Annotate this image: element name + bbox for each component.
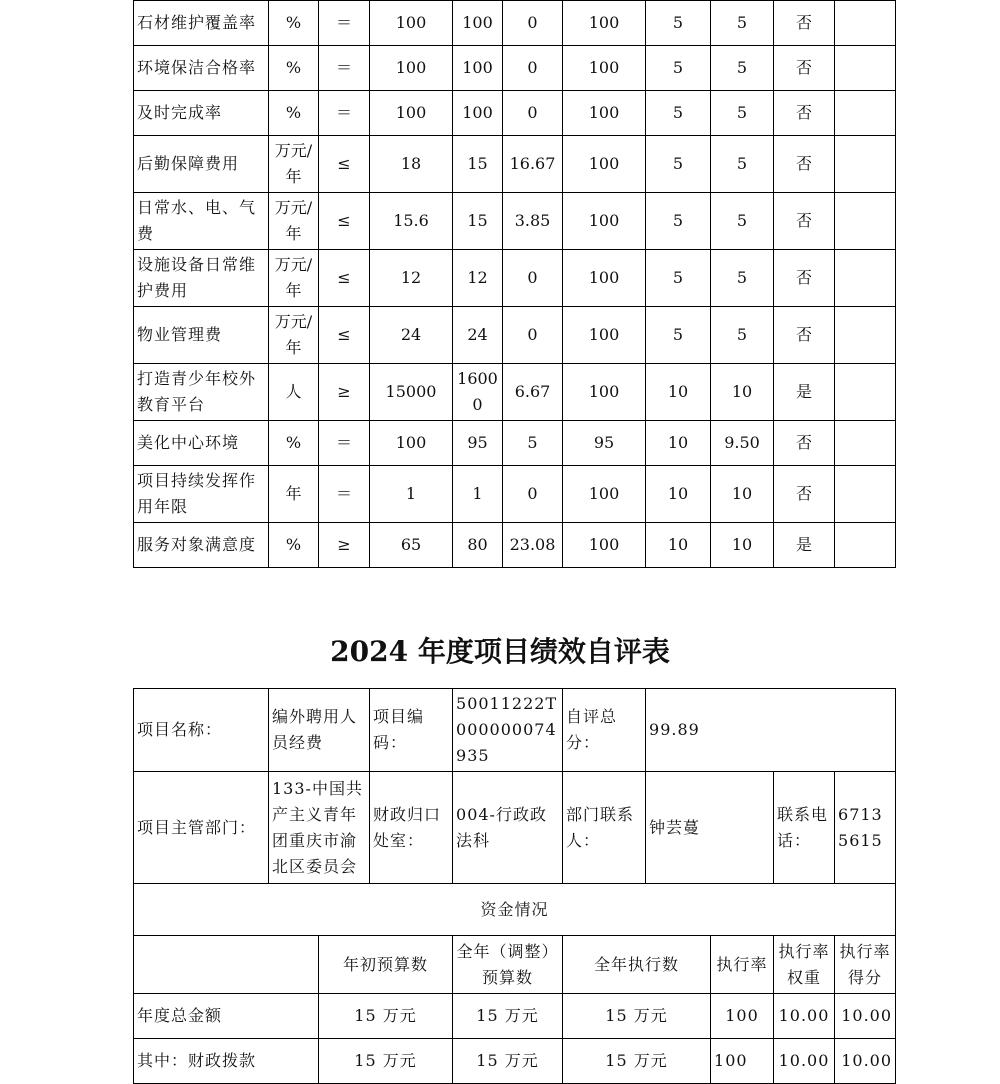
- indicator-target: 18: [370, 136, 453, 193]
- indicator-actual: 80: [453, 523, 503, 568]
- indicator-name: 及时完成率: [134, 91, 269, 136]
- indicator-target: 15.6: [370, 193, 453, 250]
- indicator-row: [134, 466, 896, 523]
- funds-score: 10.00: [835, 994, 896, 1039]
- indicator-row: [134, 307, 896, 364]
- indicator-weight: 5: [646, 46, 711, 91]
- indicator-op: ≤: [319, 136, 370, 193]
- header-executed: 全年执行数: [563, 936, 711, 994]
- indicator-op: ＝: [319, 421, 370, 466]
- header-weight: 执行率权重: [774, 936, 835, 994]
- funds-row-total: [134, 994, 896, 1039]
- indicator-row: [134, 523, 896, 568]
- indicator-unit: %: [269, 1, 319, 46]
- indicator-score: 5: [711, 46, 774, 91]
- funds-weight: 10.00: [774, 994, 835, 1039]
- indicator-actual: 100: [453, 91, 503, 136]
- indicator-flag: 否: [774, 466, 835, 523]
- indicator-score: 5: [711, 307, 774, 364]
- indicator-unit: 万元/年: [269, 307, 319, 364]
- indicator-flag: 否: [774, 1, 835, 46]
- indicator-rate: 100: [563, 46, 646, 91]
- indicator-unit: %: [269, 91, 319, 136]
- indicator-op: ≤: [319, 193, 370, 250]
- project-info-table: [133, 688, 896, 1084]
- funds-adjusted: 15 万元: [453, 1039, 563, 1084]
- header-adjusted: 全年（调整）预算数: [453, 936, 563, 994]
- indicator-actual: 16000: [453, 364, 503, 421]
- indicator-op: ≥: [319, 523, 370, 568]
- indicator-weight: 5: [646, 1, 711, 46]
- funds-rate: 100: [711, 994, 774, 1039]
- indicator-table: [133, 0, 896, 568]
- indicator-row: [134, 364, 896, 421]
- indicator-row: [134, 193, 896, 250]
- indicator-op: ≤: [319, 307, 370, 364]
- indicator-rate: 100: [563, 523, 646, 568]
- indicator-target: 1: [370, 466, 453, 523]
- indicator-row: [134, 46, 896, 91]
- indicator-target: 24: [370, 307, 453, 364]
- indicator-deviation: 0: [503, 466, 563, 523]
- indicator-weight: 5: [646, 136, 711, 193]
- indicator-score: 5: [711, 250, 774, 307]
- funds-score: 10.00: [835, 1039, 896, 1084]
- header-rate: 执行率: [711, 936, 774, 994]
- indicator-score: 9.50: [711, 421, 774, 466]
- indicator-actual: 95: [453, 421, 503, 466]
- indicator-weight: 10: [646, 364, 711, 421]
- funds-header-blank: [134, 936, 319, 994]
- indicator-actual: 24: [453, 307, 503, 364]
- indicator-name: 设施设备日常维护费用: [134, 250, 269, 307]
- funds-section-row: [134, 884, 896, 936]
- indicator-actual: 12: [453, 250, 503, 307]
- indicator-weight: 10: [646, 466, 711, 523]
- finance-value: 004-行政政法科: [453, 772, 563, 884]
- score-value: 99.89: [646, 689, 896, 772]
- indicator-actual: 1: [453, 466, 503, 523]
- header-initial: 年初预算数: [319, 936, 453, 994]
- finance-label: 财政归口处室：: [370, 772, 453, 884]
- funds-rate: 100: [711, 1039, 774, 1084]
- indicator-weight: 5: [646, 250, 711, 307]
- indicator-target: 100: [370, 91, 453, 136]
- indicator-name: 石材维护覆盖率: [134, 1, 269, 46]
- phone-value: 67135615: [835, 772, 896, 884]
- funds-initial: 15 万元: [319, 1039, 453, 1084]
- indicator-note: [835, 136, 896, 193]
- indicator-flag: 否: [774, 91, 835, 136]
- funds-row-fiscal: [134, 1039, 896, 1084]
- indicator-rate: 95: [563, 421, 646, 466]
- indicator-rate: 100: [563, 364, 646, 421]
- indicator-flag: 是: [774, 523, 835, 568]
- indicator-name: 物业管理费: [134, 307, 269, 364]
- indicator-name: 美化中心环境: [134, 421, 269, 466]
- funds-weight: 10.00: [774, 1039, 835, 1084]
- indicator-rate: 100: [563, 250, 646, 307]
- indicator-score: 10: [711, 466, 774, 523]
- indicator-name: 打造青少年校外教育平台: [134, 364, 269, 421]
- indicator-op: ＝: [319, 466, 370, 523]
- indicator-unit: 万元/年: [269, 193, 319, 250]
- funds-row-label: 其中：财政拨款: [134, 1039, 319, 1084]
- indicator-op: ＝: [319, 46, 370, 91]
- indicator-row: [134, 421, 896, 466]
- indicator-op: ＝: [319, 1, 370, 46]
- indicator-name: 项目持续发挥作用年限: [134, 466, 269, 523]
- project-code-value: 50011222T000000074935: [453, 689, 563, 772]
- indicator-flag: 否: [774, 46, 835, 91]
- indicator-note: [835, 46, 896, 91]
- indicator-actual: 15: [453, 193, 503, 250]
- indicator-flag: 是: [774, 364, 835, 421]
- header-score: 执行率得分: [835, 936, 896, 994]
- funds-section-title: 资金情况: [134, 884, 896, 936]
- indicator-weight: 5: [646, 193, 711, 250]
- indicator-weight: 5: [646, 91, 711, 136]
- indicator-unit: %: [269, 46, 319, 91]
- project-name-label: 项目名称：: [134, 689, 269, 772]
- funds-adjusted: 15 万元: [453, 994, 563, 1039]
- indicator-row: [134, 1, 896, 46]
- indicator-rate: 100: [563, 307, 646, 364]
- indicator-flag: 否: [774, 193, 835, 250]
- indicator-rate: 100: [563, 136, 646, 193]
- contact-value: 钟芸蔓: [646, 772, 774, 884]
- indicator-rows: [134, 1, 896, 568]
- indicator-row: [134, 136, 896, 193]
- indicator-note: [835, 364, 896, 421]
- project-code-label: 项目编码：: [370, 689, 453, 772]
- phone-label: 联系电话：: [774, 772, 835, 884]
- indicator-name: 环境保洁合格率: [134, 46, 269, 91]
- indicator-flag: 否: [774, 136, 835, 193]
- indicator-rate: 100: [563, 193, 646, 250]
- funds-header-row: [134, 936, 896, 994]
- indicator-rate: 100: [563, 466, 646, 523]
- indicator-weight: 10: [646, 421, 711, 466]
- indicator-weight: 5: [646, 307, 711, 364]
- indicator-score: 10: [711, 364, 774, 421]
- indicator-target: 15000: [370, 364, 453, 421]
- indicator-score: 10: [711, 523, 774, 568]
- funds-initial: 15 万元: [319, 994, 453, 1039]
- indicator-target: 100: [370, 421, 453, 466]
- indicator-note: [835, 1, 896, 46]
- indicator-deviation: 0: [503, 307, 563, 364]
- score-label: 自评总分：: [563, 689, 646, 772]
- indicator-note: [835, 307, 896, 364]
- indicator-deviation: 0: [503, 46, 563, 91]
- funds-executed: 15 万元: [563, 1039, 711, 1084]
- indicator-deviation: 23.08: [503, 523, 563, 568]
- indicator-flag: 否: [774, 250, 835, 307]
- form-title: 2024 年度项目绩效自评表: [330, 635, 670, 668]
- indicator-note: [835, 466, 896, 523]
- indicator-unit: 万元/年: [269, 250, 319, 307]
- project-name-value: 编外聘用人员经费: [269, 689, 370, 772]
- indicator-weight: 10: [646, 523, 711, 568]
- indicator-op: ≥: [319, 364, 370, 421]
- indicator-deviation: 16.67: [503, 136, 563, 193]
- indicator-actual: 100: [453, 1, 503, 46]
- indicator-note: [835, 523, 896, 568]
- indicator-score: 5: [711, 91, 774, 136]
- indicator-actual: 15: [453, 136, 503, 193]
- funds-executed: 15 万元: [563, 994, 711, 1039]
- indicator-unit: 万元/年: [269, 136, 319, 193]
- indicator-note: [835, 250, 896, 307]
- indicator-deviation: 0: [503, 91, 563, 136]
- indicator-score: 5: [711, 193, 774, 250]
- indicator-note: [835, 421, 896, 466]
- funds-row-label: 年度总金额: [134, 994, 319, 1039]
- project-row: [134, 689, 896, 772]
- indicator-name: 日常水、电、气费: [134, 193, 269, 250]
- contact-label: 部门联系人：: [563, 772, 646, 884]
- indicator-unit: 人: [269, 364, 319, 421]
- dept-row: [134, 772, 896, 884]
- indicator-deviation: 3.85: [503, 193, 563, 250]
- indicator-row: [134, 250, 896, 307]
- indicator-op: ＝: [319, 91, 370, 136]
- indicator-target: 100: [370, 1, 453, 46]
- indicator-op: ≤: [319, 250, 370, 307]
- indicator-deviation: 6.67: [503, 364, 563, 421]
- indicator-flag: 否: [774, 307, 835, 364]
- dept-value: 133-中国共产主义青年团重庆市渝北区委员会: [269, 772, 370, 884]
- indicator-actual: 100: [453, 46, 503, 91]
- indicator-unit: %: [269, 523, 319, 568]
- indicator-unit: 年: [269, 466, 319, 523]
- indicator-target: 12: [370, 250, 453, 307]
- indicator-rate: 100: [563, 91, 646, 136]
- dept-label: 项目主管部门：: [134, 772, 269, 884]
- indicator-unit: %: [269, 421, 319, 466]
- indicator-note: [835, 91, 896, 136]
- indicator-target: 65: [370, 523, 453, 568]
- indicator-score: 5: [711, 136, 774, 193]
- indicator-name: 后勤保障费用: [134, 136, 269, 193]
- indicator-name: 服务对象满意度: [134, 523, 269, 568]
- indicator-note: [835, 193, 896, 250]
- indicator-deviation: 0: [503, 1, 563, 46]
- indicator-row: [134, 91, 896, 136]
- indicator-rate: 100: [563, 1, 646, 46]
- indicator-deviation: 5: [503, 421, 563, 466]
- indicator-flag: 否: [774, 421, 835, 466]
- indicator-target: 100: [370, 46, 453, 91]
- indicator-deviation: 0: [503, 250, 563, 307]
- indicator-score: 5: [711, 1, 774, 46]
